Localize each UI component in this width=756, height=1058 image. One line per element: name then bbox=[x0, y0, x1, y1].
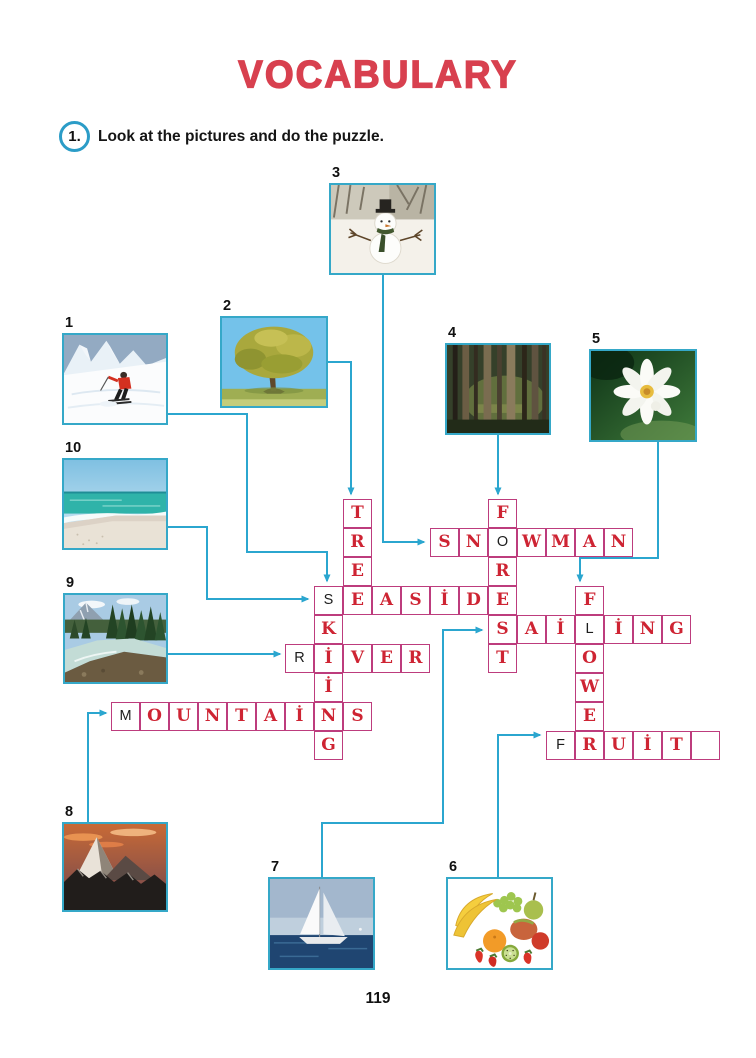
puzzle-cell[interactable]: A bbox=[517, 615, 546, 644]
puzzle-cell[interactable]: N bbox=[198, 702, 227, 731]
picture-skiing bbox=[62, 315, 168, 425]
connector-arrow-picture-5-to-flower bbox=[580, 442, 658, 581]
picture-number: 3 bbox=[332, 165, 341, 181]
mountain-photo-image bbox=[64, 824, 166, 910]
picture-flower bbox=[589, 331, 697, 442]
tree-photo-image bbox=[222, 318, 326, 406]
picture-number: 8 bbox=[65, 804, 74, 820]
puzzle-cell[interactable]: L bbox=[575, 615, 604, 644]
puzzle-cell[interactable]: İ bbox=[314, 673, 343, 702]
picture-snowman bbox=[329, 165, 436, 275]
page-number: 119 bbox=[365, 990, 391, 1007]
puzzle-cell[interactable]: S bbox=[343, 702, 372, 731]
puzzle-cell[interactable]: W bbox=[517, 528, 546, 557]
picture-forest bbox=[445, 325, 551, 435]
picture-number: 6 bbox=[449, 859, 458, 875]
puzzle-cell[interactable]: U bbox=[169, 702, 198, 731]
river-photo-image bbox=[65, 595, 166, 682]
connector-arrow-picture-1-to-skiing bbox=[168, 414, 327, 581]
puzzle-cell[interactable]: İ bbox=[546, 615, 575, 644]
puzzle-cell[interactable] bbox=[691, 731, 720, 760]
puzzle-cell[interactable]: İ bbox=[633, 731, 662, 760]
puzzle-cell[interactable]: İ bbox=[430, 586, 459, 615]
puzzle-cell[interactable]: E bbox=[343, 586, 372, 615]
puzzle-cell[interactable]: A bbox=[256, 702, 285, 731]
puzzle-cell[interactable]: S bbox=[430, 528, 459, 557]
flower-photo-image bbox=[591, 351, 695, 440]
puzzle-cell[interactable]: R bbox=[488, 557, 517, 586]
puzzle-cell[interactable]: E bbox=[488, 586, 517, 615]
puzzle-cell[interactable]: T bbox=[227, 702, 256, 731]
picture-number: 9 bbox=[66, 575, 75, 591]
puzzle-cell[interactable]: İ bbox=[314, 644, 343, 673]
puzzle-cell[interactable]: N bbox=[633, 615, 662, 644]
picture-seaside bbox=[62, 440, 168, 550]
puzzle-cell[interactable]: K bbox=[314, 615, 343, 644]
sailing-photo-image bbox=[270, 879, 373, 968]
puzzle-cell[interactable]: S bbox=[401, 586, 430, 615]
puzzle-cell[interactable]: G bbox=[314, 731, 343, 760]
connector-arrow-picture-6-to-fruit bbox=[498, 735, 540, 877]
puzzle-cell[interactable]: S bbox=[488, 615, 517, 644]
picture-number: 10 bbox=[65, 440, 82, 456]
puzzle-cell[interactable]: V bbox=[343, 644, 372, 673]
puzzle-cell[interactable]: O bbox=[140, 702, 169, 731]
puzzle-cell[interactable]: S bbox=[314, 586, 343, 615]
skiing-photo-image bbox=[64, 335, 166, 423]
picture-number: 7 bbox=[271, 859, 280, 875]
puzzle-cell[interactable]: İ bbox=[604, 615, 633, 644]
puzzle-cell[interactable]: R bbox=[401, 644, 430, 673]
picture-number: 5 bbox=[592, 331, 601, 347]
picture-fruit bbox=[446, 859, 553, 970]
picture-number: 2 bbox=[223, 298, 232, 314]
puzzle-cell[interactable]: F bbox=[546, 731, 575, 760]
connector-arrow-picture-8-to-mountains bbox=[88, 713, 106, 822]
puzzle-cell[interactable]: F bbox=[488, 499, 517, 528]
puzzle-cell[interactable]: R bbox=[575, 731, 604, 760]
forest-photo-image bbox=[447, 345, 549, 433]
puzzle-cell[interactable]: M bbox=[111, 702, 140, 731]
snowman-photo-image bbox=[331, 185, 434, 273]
puzzle-cell[interactable]: A bbox=[575, 528, 604, 557]
connector-arrow-picture-3-to-snowman bbox=[383, 275, 424, 542]
puzzle-cell[interactable]: N bbox=[314, 702, 343, 731]
exercise-number-badge: 1. bbox=[59, 121, 90, 152]
picture-mountain bbox=[62, 804, 168, 912]
puzzle-cell[interactable]: N bbox=[604, 528, 633, 557]
puzzle-cell[interactable]: N bbox=[459, 528, 488, 557]
picture-river bbox=[63, 575, 168, 684]
puzzle-cell[interactable]: E bbox=[372, 644, 401, 673]
puzzle-cell[interactable]: U bbox=[604, 731, 633, 760]
puzzle-cell[interactable]: A bbox=[372, 586, 401, 615]
puzzle-cell[interactable]: M bbox=[546, 528, 575, 557]
puzzle-cell[interactable]: T bbox=[488, 644, 517, 673]
picture-number: 1 bbox=[65, 315, 74, 331]
puzzle-cell[interactable]: O bbox=[488, 528, 517, 557]
exercise-instruction: Look at the pictures and do the puzzle. bbox=[98, 128, 384, 145]
puzzle-cell[interactable]: E bbox=[343, 557, 372, 586]
puzzle-cell[interactable]: G bbox=[662, 615, 691, 644]
picture-tree bbox=[220, 298, 328, 408]
puzzle-cell[interactable]: R bbox=[343, 528, 372, 557]
puzzle-cell[interactable]: E bbox=[575, 702, 604, 731]
puzzle-cell[interactable]: R bbox=[285, 644, 314, 673]
seaside-photo-image bbox=[64, 460, 166, 548]
fruit-photo-image bbox=[448, 879, 551, 968]
puzzle-cell[interactable]: T bbox=[662, 731, 691, 760]
puzzle-cell[interactable]: F bbox=[575, 586, 604, 615]
puzzle-cell[interactable]: İ bbox=[285, 702, 314, 731]
puzzle-cell[interactable]: O bbox=[575, 644, 604, 673]
connector-arrow-picture-2-to-tree bbox=[328, 362, 351, 494]
puzzle-cell[interactable]: W bbox=[575, 673, 604, 702]
page-title: VOCABULARY bbox=[238, 52, 518, 96]
connector-arrow-picture-10-to-seaside bbox=[168, 527, 308, 599]
puzzle-cell[interactable]: T bbox=[343, 499, 372, 528]
picture-number: 4 bbox=[448, 325, 457, 341]
puzzle-cell[interactable]: D bbox=[459, 586, 488, 615]
picture-sailing bbox=[268, 859, 375, 970]
